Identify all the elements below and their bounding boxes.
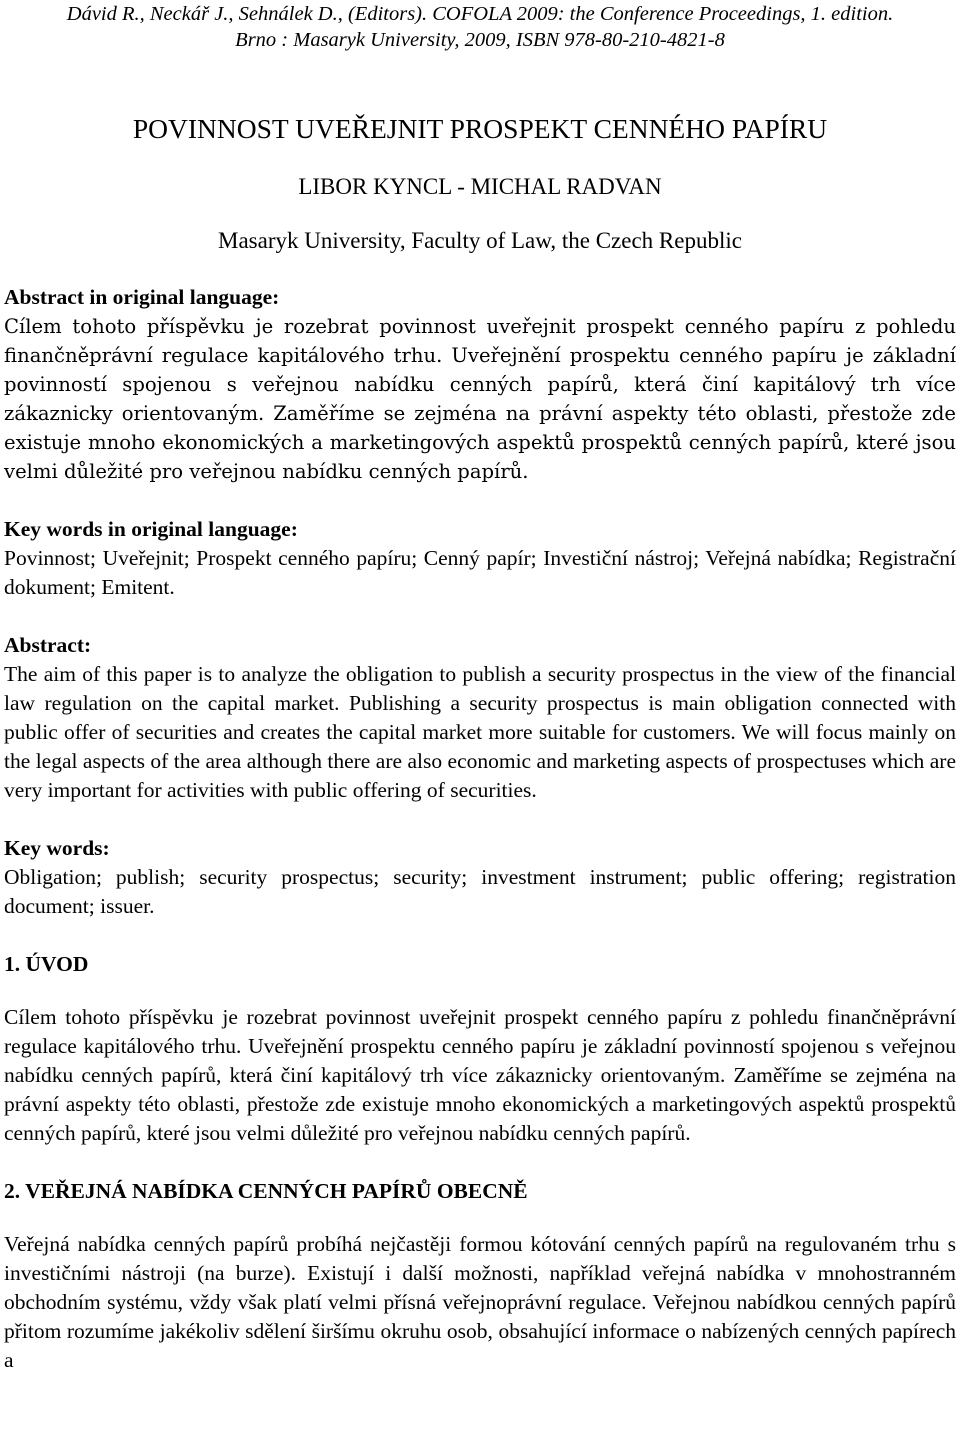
keywords-text: Obligation; publish; security prospectus; security; investment instrument; public offering; registration document; issuer. (4, 865, 956, 918)
keywords-original-block (4, 515, 956, 602)
header-line-1: Dávid R., Neckář J., Sehnálek D., (Editors). COFOLA 2009: the Conference Proceedings, 1. edition. (66, 3, 894, 25)
abstract-original-text: Cílem tohoto příspěvku je rozebrat povinnost uveřejnit prospekt cenného papíru z pohledu finančněprávní regulace kapitálového trhu. Uveřejnění prospektu cenného papíru je základní povinností spojenou s veřejnou nabídku cenných papírů, která činí kapitálový trh více zákaznicky orientovaným. Zaměříme se zejména na právní aspekty této oblasti, přestože zde existuje mnoho ekonomických a marketingových aspektů prospektů cenných papírů, které jsou velmi důležité pro veřejnou nabídku cenných papírů. (4, 315, 956, 483)
keywords-original-text: Povinnost; Uveřejnit; Prospekt cenného papíru; Cenný papír; Investiční nástroj; Veřejná nabídka; Registrační dokument; Emitent. (4, 546, 956, 599)
section-2-title: 2. VEŘEJNÁ NABÍDKA CENNÝCH PAPÍRŮ OBECNĚ (4, 1179, 528, 1203)
paper-authors: LIBOR KYNCL - MICHAL RADVAN (298, 174, 662, 199)
running-header (4, 0, 956, 53)
paper-affiliation: Masaryk University, Faculty of Law, the Czech Republic (218, 228, 742, 253)
header-line-2: Brno : Masaryk University, 2009, ISBN 978-80-210-4821-8 (235, 29, 725, 51)
abstract-original-heading: Abstract in original language: (4, 285, 280, 309)
section-1 (4, 950, 956, 1148)
abstract-text: The aim of this paper is to analyze the obligation to publish a security prospectus in the view of the financial law regulation on the capital market. Publishing a security prospectus is main obligation connected with public offer of securities and creates the capital market more suitable for customers. We will focus mainly on the legal aspects of the area although there are also economic and marketing aspects of prospectuses which are very important for activities with public offering of securities. (4, 662, 956, 802)
abstract-heading: Abstract: (4, 633, 92, 657)
keywords-block (4, 834, 956, 921)
paper-title: POVINNOST UVEŘEJNIT PROSPEKT CENNÉHO PAPÍRU (132, 113, 828, 144)
abstract-block (4, 631, 956, 805)
keywords-original-heading: Key words in original language: (4, 517, 298, 541)
section-2-text: Veřejná nabídka cenných papírů probíhá nejčastěji formou kótování cenných papírů na regulovaném trhu s investičními nástroji (na burze). Existují i další možnosti, například veřejná nabídka v mnohostranném obchodním systému, vždy však platí velmi přísná veřejnoprávní regulace. Veřejnou nabídkou cenných papírů přitom rozumíme jakékoliv sdělení širšímu okruhu osob, obsahující informace o nabízených cenných papírech a (4, 1232, 956, 1372)
abstract-original-block (4, 283, 956, 486)
keywords-heading: Key words: (4, 836, 110, 860)
section-1-title: 1. ÚVOD (4, 952, 89, 976)
section-1-text: Cílem tohoto příspěvku je rozebrat povinnost uveřejnit prospekt cenného papíru z pohledu finančněprávní regulace kapitálového trhu. Uveřejnění prospektu cenného papíru je základní povinností spojenou s veřejnou nabídku cenných papírů, která činí kapitálový trh více zákaznicky orientovaným. Zaměříme se zejména na právní aspekty této oblasti, přestože zde existuje mnoho ekonomických a marketingových aspektů prospektů cenných papírů, které jsou velmi důležité pro veřejnou nabídku cenných papírů. (4, 1005, 956, 1145)
section-2 (4, 1177, 956, 1375)
